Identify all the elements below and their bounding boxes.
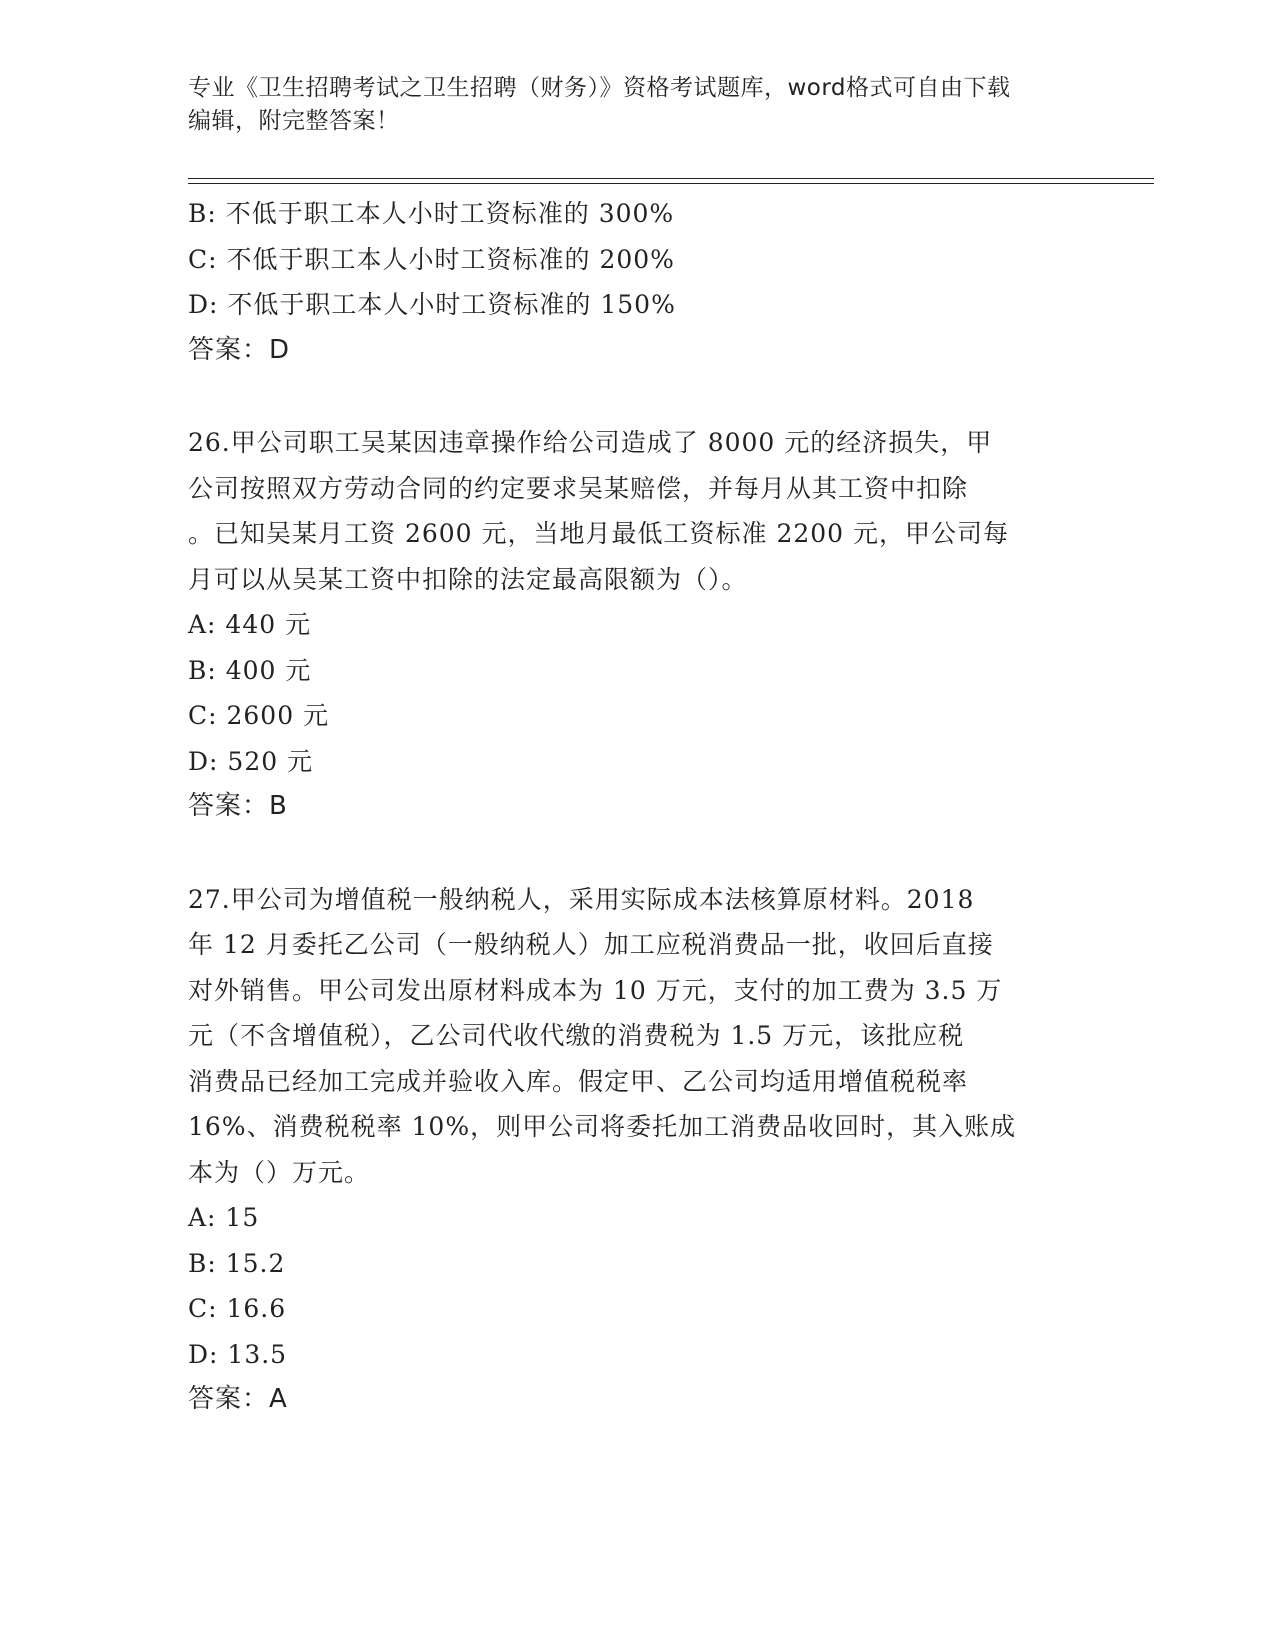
question-26: [188, 420, 1088, 830]
option-c: C: 2600 元: [188, 701, 330, 730]
option-a: A: 15: [188, 1203, 260, 1232]
option-d: D: 13.5: [188, 1339, 288, 1369]
answer-line: 答案：A: [188, 1384, 288, 1414]
spacer: [188, 373, 1088, 420]
option-b: B: 15.2: [188, 1248, 286, 1278]
header-divider-top: [188, 178, 1154, 179]
option-b: B: 400 元: [188, 655, 312, 685]
option-d: D: 不低于职工本人小时工资标准的 150%: [188, 290, 676, 319]
document-body: [188, 191, 1088, 1423]
question-text-line: 消费品已经加工完成并验收入库。假定甲、乙公司均适用增值税税率: [188, 1066, 969, 1096]
option-b: B: 不低于职工本人小时工资标准的 300%: [188, 199, 675, 228]
option-c: C: 不低于职工本人小时工资标准的 200%: [188, 244, 675, 274]
option-d: D: 520 元: [188, 746, 314, 776]
header-divider-bottom: [188, 183, 1154, 184]
option-a: A: 440 元: [188, 610, 312, 639]
answer-line: 答案：B: [188, 791, 288, 821]
question-text-line: 对外销售。甲公司发出原材料成本为 10 万元，支付的加工费为 3.5 万: [188, 975, 1003, 1005]
document-header: [188, 72, 1088, 138]
question-text-line: 月可以从吴某工资中扣除的法定最高限额为（）。: [188, 564, 748, 594]
question-27: [188, 877, 1088, 1423]
header-line-2: 编辑，附完整答案！: [188, 108, 400, 134]
answer-line: 答案：D: [188, 334, 291, 365]
option-c: C: 16.6: [188, 1294, 287, 1323]
header-line-1: 专业《卫生招聘考试之卫生招聘（财务）》资格考试题库，word格式可自由下载: [188, 75, 1011, 101]
question-text-line: 公司按照双方劳动合同的约定要求吴某赔偿，并每月从其工资中扣除: [188, 473, 969, 503]
question-text-line: 年 12 月委托乙公司（一般纳税人）加工应税消费品一批，收回后直接: [188, 930, 994, 959]
question-text-line: 。已知吴某月工资 2600 元，当地月最低工资标准 2200 元，甲公司每: [188, 519, 1010, 548]
spacer: [188, 830, 1088, 877]
question-25: [188, 191, 1088, 373]
question-text-line: 27.甲公司为增值税一般纳税人，采用实际成本法核算原材料。2018: [188, 884, 975, 914]
question-text-line: 元（不含增值税），乙公司代收代缴的消费税为 1.5 万元，该批应税: [188, 1021, 965, 1050]
question-text-line: 本为（）万元。: [188, 1157, 371, 1187]
question-text-line: 26.甲公司职工吴某因违章操作给公司造成了 8000 元的经济损失，甲: [188, 428, 993, 457]
question-text-line: 16%、消费税税率 10%，则甲公司将委托加工消费品收回时，其入账成: [188, 1112, 1017, 1141]
